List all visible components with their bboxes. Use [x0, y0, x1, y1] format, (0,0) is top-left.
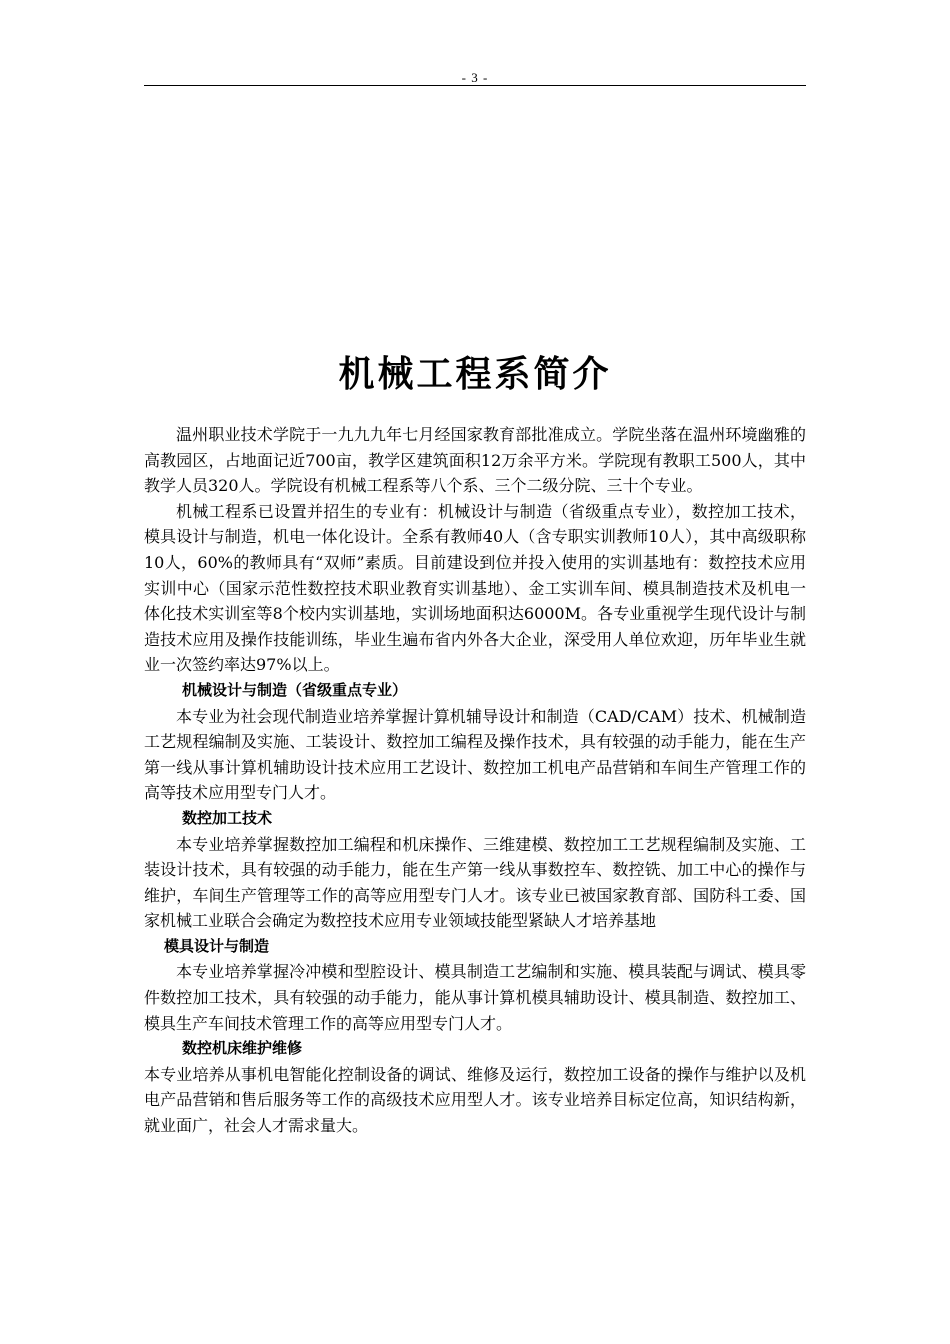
section-text-cnc-machining: 本专业培养掌握数控加工编程和机床操作、三维建模、数控加工工艺规程编制及实施、工装设计技术，具有较强的动手能力，能在生产第一线从事数控车、数控铣、加工中心的操作与维护，车间生产管理等工作的高等应用型专门人才。该专业已被国家教育部、国防科工委、国家机械工业联合会确定为数控技术应用专业领域技能型紧缺人才培养基地	[144, 834, 806, 931]
intro-paragraph-2: 机械工程系已设置并招生的专业有：机械设计与制造（省级重点专业），数控加工技术，模具设计与制造，机电一体化设计。全系有教师40人（含专职实训教师10人），其中高级职称10人，60%的教师具有“双师”素质。目前建设到位并投入使用的实训基地有：数控技术应用实训中心（国家示范性数控技术职业教育实训基地）、金工实训车间、模具制造技术及机电一体化技术实训室等8个校内实训基地，实训场地面积达6000M。各专业重视学生现代设计与制造技术应用及操作技能训练，毕业生遍布省内外各大企业，深受用人单位欢迎，历年毕业生就业一次签约率达97%以上。	[144, 501, 806, 675]
header-rule	[144, 85, 806, 86]
section-heading-cnc-machining: 数控加工技术	[182, 808, 273, 827]
section-text-mold-design: 本专业培养掌握冷冲模和型腔设计、模具制造工艺编制和实施、模具装配与调试、模具零件数控加工技术，具有较强的动手能力，能从事计算机模具辅助设计、模具制造、数控加工、模具生产车间技术管理工作的高等应用型专门人才。	[144, 962, 806, 1033]
page-number: - 3 -	[461, 70, 489, 85]
page-title: 机械工程系简介	[338, 354, 612, 396]
section-heading-mold-design: 模具设计与制造	[164, 936, 270, 955]
section-text-mechanical-design: 本专业为社会现代制造业培养掌握计算机辅导设计和制造（CAD/CAM）技术、机械制造工艺规程编制及实施、工装设计、数控加工编程及操作技术，具有较强的动手能力，能在生产第一线从事计算机辅助设计技术应用工艺设计、数控加工机电产品营销和车间生产管理工作的高等技术应用型专门人才。	[144, 706, 806, 803]
section-heading-cnc-maintenance: 数控机床维护维修	[182, 1039, 303, 1058]
section-heading-mechanical-design: 机械设计与制造（省级重点专业）	[182, 680, 408, 699]
section-text-cnc-maintenance: 本专业培养从事机电智能化控制设备的调试、维修及运行，数控加工设备的操作与维护以及机电产品营销和售后服务等工作的高级技术应用型人才。该专业培养目标定位高，知识结构新，就业面广，社会人才需求量大。	[144, 1064, 806, 1136]
intro-paragraph-1: 温州职业技术学院于一九九九年七月经国家教育部批准成立。学院坐落在温州环境幽雅的高教园区，占地面记近700亩，教学区建筑面积12万余平方米。学院现有教职工500人，其中教学人员320人。学院设有机械工程系等八个系、三个二级分院、三十个专业。	[144, 425, 806, 496]
document-body	[144, 422, 806, 1139]
